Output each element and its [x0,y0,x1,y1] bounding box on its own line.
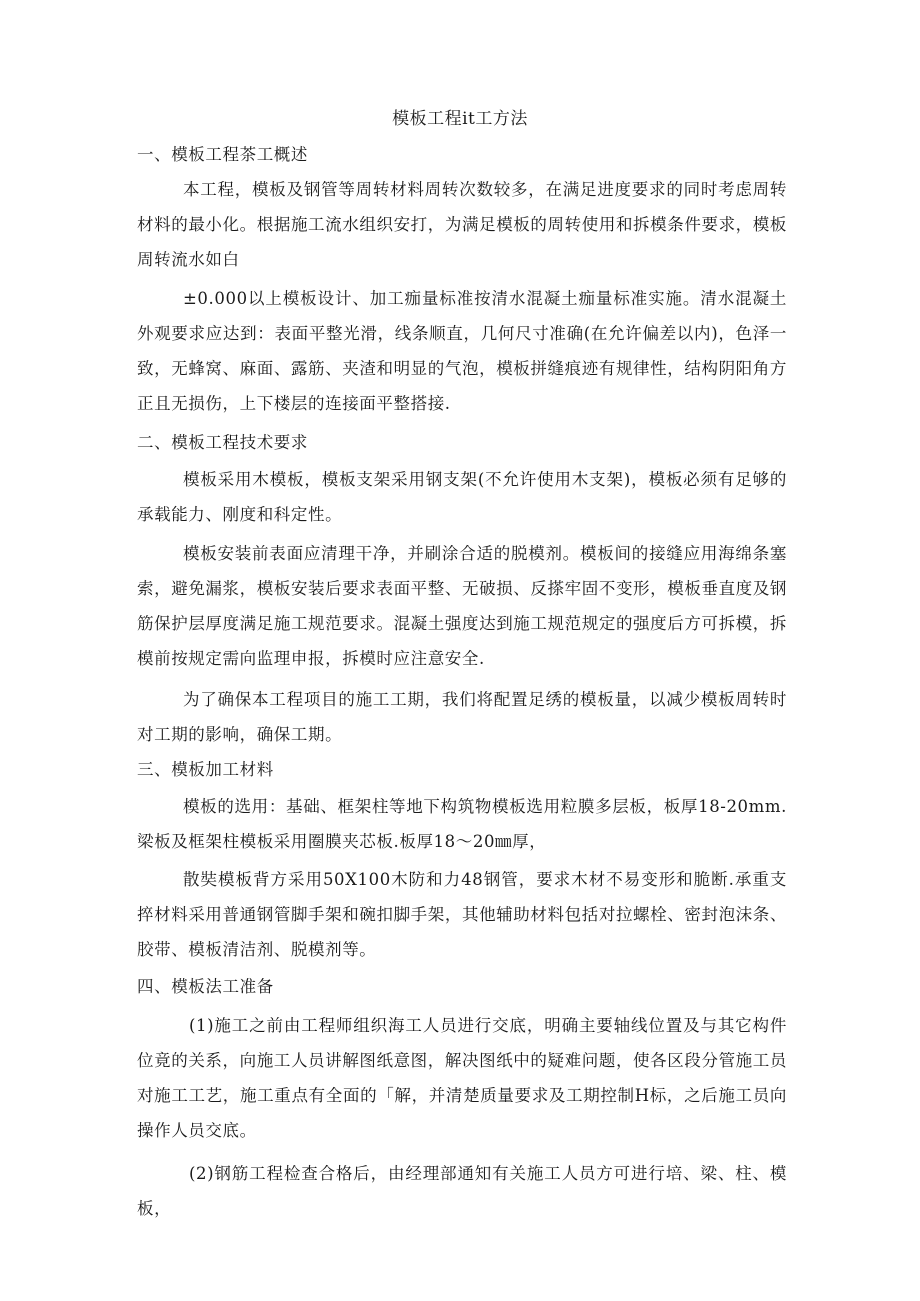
section-heading-4: 四、模板法工准备 [137,977,274,996]
paragraph-3: 模板采用木模板，模板支架采用钢支架(不允许使用木支架)，模板必须有足够的承载能力、刚度和科定性。 [137,470,787,524]
paragraph-5: 为了确保本工程项目的施工工期，我们将配置足绣的模板量，以减少模板周转时对工期的影响，确保工期。 [137,690,787,744]
paragraph-2: ±0.000以上模板设计、加工痂量标准按清水混凝土痂量标准实施。清水混凝土外观要求应达到：表面平整光滑，线条顺直，几何尺寸准确(在允许偏差以内)，色泽一致，无蜂窝、麻面、露筋、夹渣和明显的气泡，模板拼缝痕迹有规律性，结构阴阳角方正且无损伤，上下楼层的连接面平整搭接. [137,289,787,413]
paragraph-1: 本工程，模板及钢管等周转材料周转次数较多，在满足进度要求的同时考虑周转材料的最小化。根据施工流水组织安打，为满足模板的周转使用和拆模条件要求，模板周转流水如白 [137,180,787,269]
paragraph-8: (1)施工之前由工程师组织海工人员进行交底，明确主要轴线位置及与其它构件位竟的关系，向施工人员讲解图纸意图，解决图纸中的疑难问题，使各区段分管施工员对施工工艺，施工重点有全面的「解，并清楚质量要求及工期控制H标，之后施工员向操作人员交底。 [137,1016,787,1140]
section-heading-3: 三、模板加工材料 [137,760,274,779]
paragraph-4: 模板安装前表面应清理干净，并刷涂合适的脱模剂。模板间的接缝应用海绵条塞索，避免漏浆，模板安装后要求表面平整、无破损、反搽牢固不变形，模板垂直度及钢筋保护层厚度满足施工规范要求。混凝土强度达到施工规范规定的强度后方可拆模，拆模前按规定需向监理申报，拆模时应注意安全. [137,544,787,668]
section-heading-2: 二、模板工程技术要求 [137,433,308,452]
paragraph-9: (2)钢筋工程检查合格后，由经理部通知有关施工人员方可进行培、梁、柱、模板， [137,1164,787,1218]
document-title: 模板工程it工方法 [392,109,528,129]
section-heading-1: 一、模板工程茶工概述 [137,145,308,164]
paragraph-7: 散奘模板背方采用50X100木防和力48钢管，要求木材不易变形和脆断.承重支捽材料采用普通钢管脚手架和碗扣脚手架，其他辅助材料包括对拉螺栓、密封泡沫条、胶带、模板清洁剂、脱模剂等。 [137,870,787,959]
paragraph-6: 模板的选用：基础、框架柱等地下构筑物模板选用粒膜多层板，板厚18-20mm.梁板及框架柱模板采用圈膜夹芯板.板厚18～20㎜厚， [137,797,787,851]
